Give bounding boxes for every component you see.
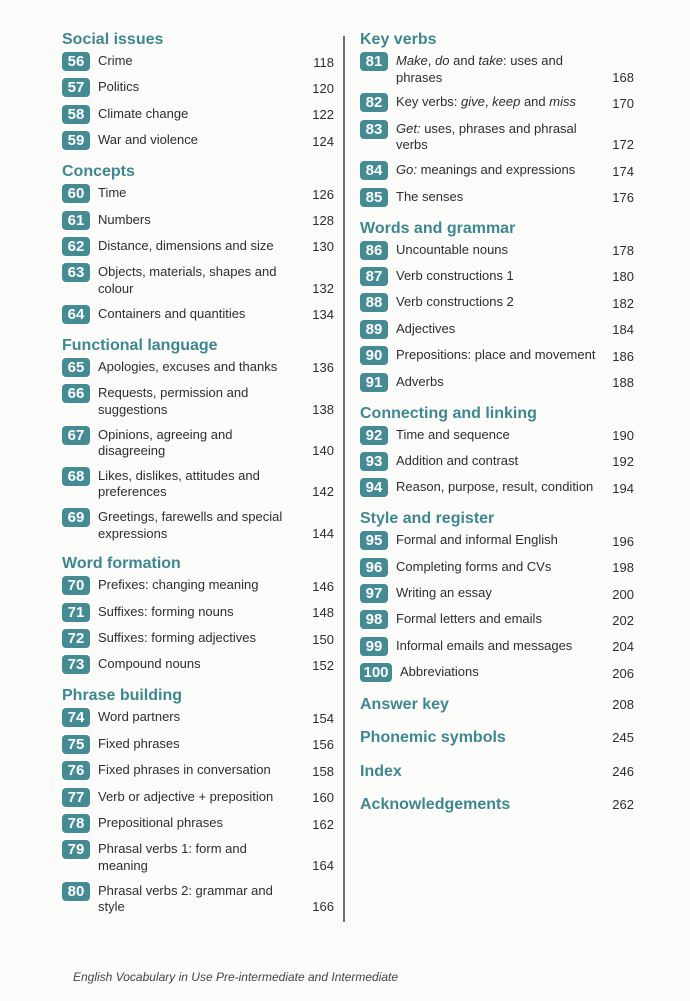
- contents-entry[interactable]: [62, 306, 334, 324]
- page-number: 162: [312, 816, 334, 832]
- contents-entry-index[interactable]: [360, 761, 634, 783]
- unit-title: [98, 762, 300, 779]
- contents-entry[interactable]: [62, 656, 334, 674]
- unit-title: [396, 453, 600, 470]
- unit-number-badge: 71: [62, 603, 90, 622]
- page-number: 206: [612, 665, 634, 681]
- unit-title-part: Key verbs:: [396, 94, 462, 110]
- section-heading: Connecting and linking: [360, 404, 537, 422]
- unit-number-badge: 96: [360, 558, 388, 577]
- page-number: 182: [612, 295, 634, 311]
- unit-title-part: Word partners: [98, 709, 181, 725]
- unit-title-part: Likes, dislikes, attitudes and preferences: [98, 467, 260, 500]
- unit-number-badge: 78: [62, 814, 90, 833]
- unit-title: [396, 532, 600, 549]
- unit-number-badge: 87: [360, 267, 388, 286]
- contents-entry[interactable]: [62, 385, 334, 418]
- unit-title: [98, 604, 300, 621]
- unit-number-badge: 73: [62, 655, 90, 674]
- unit-title: [396, 94, 600, 111]
- unit-title: [396, 479, 600, 496]
- page-number: 186: [612, 348, 634, 364]
- unit-number-badge: 68: [62, 467, 90, 486]
- unit-title-part: Reason, purpose, result, condition: [396, 479, 594, 495]
- unit-number-badge: 94: [360, 478, 388, 497]
- contents-entry[interactable]: [360, 294, 634, 312]
- unit-title: [396, 427, 600, 444]
- unit-title-part: Informal emails and messages: [396, 637, 573, 653]
- unit-title-part: Get:: [396, 120, 421, 136]
- entry-label: Index: [360, 762, 402, 780]
- unit-title: [98, 264, 300, 297]
- page-number: 154: [312, 710, 334, 726]
- unit-title: [98, 106, 300, 123]
- unit-title: [98, 306, 300, 323]
- unit-title-part: Verb constructions 1: [396, 267, 514, 283]
- unit-title: [98, 238, 300, 255]
- unit-title-part: Formal and informal English: [396, 532, 558, 548]
- unit-title-part: The senses: [396, 188, 464, 204]
- page-number: 192: [612, 454, 634, 470]
- unit-title-part: Formal letters and emails: [396, 611, 542, 627]
- unit-title: [396, 638, 600, 655]
- page-number: 174: [612, 163, 634, 179]
- contents-entry[interactable]: [62, 359, 334, 377]
- unit-number-badge: 92: [360, 426, 388, 445]
- unit-title-part: miss: [549, 94, 576, 110]
- section-heading: Key verbs: [360, 31, 437, 48]
- entry-label: Phonemic symbols: [360, 729, 506, 747]
- unit-number-badge: 65: [62, 358, 90, 377]
- unit-number-badge: 86: [360, 241, 388, 260]
- unit-title: [98, 212, 300, 229]
- unit-title-part: Verb constructions 2: [396, 294, 514, 310]
- page-number: 178: [612, 243, 634, 259]
- contents-entry[interactable]: [62, 212, 334, 230]
- page-number: 118: [313, 54, 334, 70]
- unit-number-badge: 56: [62, 52, 90, 71]
- contents-entry[interactable]: [62, 577, 334, 595]
- unit-title: [396, 121, 600, 154]
- unit-number-badge: 95: [360, 531, 388, 550]
- page-number: 200: [612, 586, 634, 602]
- contents-column-left: [62, 29, 334, 924]
- contents-entry[interactable]: [62, 709, 334, 727]
- unit-title-part: Prepositions: place and movement: [396, 347, 596, 363]
- unit-number-badge: 99: [360, 637, 388, 656]
- unit-title-part: Apologies, excuses and thanks: [98, 358, 278, 374]
- page-number: 170: [612, 95, 634, 111]
- contents-entry[interactable]: [360, 162, 634, 180]
- unit-title-part: Politics: [98, 79, 140, 95]
- contents-entry[interactable]: [360, 453, 634, 471]
- unit-number-badge: 74: [62, 708, 90, 727]
- unit-number-badge: 80: [62, 882, 90, 901]
- contents-entry[interactable]: [360, 189, 634, 207]
- unit-title-part: Phrasal verbs 1: form and meaning: [98, 841, 247, 873]
- page-number: 130: [312, 239, 334, 255]
- section-heading: Word formation: [62, 555, 181, 573]
- unit-number-badge: 62: [62, 237, 90, 256]
- page-number: 190: [612, 428, 634, 444]
- contents-entry[interactable]: [62, 509, 334, 542]
- unit-title-part: uses, phrases and phrasal verbs: [396, 120, 577, 153]
- contents-entry-phonemic-symbols[interactable]: [360, 727, 634, 749]
- section-heading: Social issues: [62, 31, 164, 48]
- unit-title: [98, 736, 300, 753]
- page-number: 202: [612, 612, 634, 628]
- page-number: 196: [612, 533, 634, 549]
- page-number: 194: [612, 480, 634, 496]
- unit-number-badge: 67: [62, 426, 90, 445]
- page-number: 152: [312, 657, 334, 673]
- contents-entry[interactable]: [62, 238, 334, 256]
- page-number: 142: [312, 484, 334, 500]
- contents-entry[interactable]: [360, 242, 634, 260]
- unit-title: [98, 883, 300, 916]
- unit-title-part: Time and sequence: [396, 426, 510, 442]
- contents-entry[interactable]: [360, 374, 634, 392]
- unit-title-part: Writing an essay: [396, 585, 492, 601]
- unit-number-badge: 91: [360, 373, 388, 392]
- unit-title-part: Distance, dimensions and size: [98, 237, 274, 253]
- contents-entry[interactable]: [62, 468, 334, 501]
- page-footer: English Vocabulary in Use Pre-intermediate and Intermediate: [73, 970, 399, 984]
- contents-entry[interactable]: [62, 604, 334, 622]
- contents-entry[interactable]: [360, 559, 634, 577]
- entry-label: Acknowledgements: [360, 796, 511, 814]
- unit-number-badge: 83: [360, 120, 388, 139]
- unit-title-part: meanings and expressions: [416, 162, 576, 178]
- section-heading: Phrase building: [62, 687, 183, 705]
- unit-number-badge: 85: [360, 188, 388, 207]
- contents-entry[interactable]: [360, 479, 634, 497]
- unit-number-badge: 75: [62, 735, 90, 754]
- unit-title: [98, 79, 300, 96]
- unit-title: [98, 656, 300, 673]
- unit-title-part: Adverbs: [396, 373, 444, 389]
- unit-title: [396, 374, 600, 391]
- unit-number-badge: 72: [62, 629, 90, 648]
- contents-entry[interactable]: [360, 94, 634, 112]
- section-heading: Functional language: [62, 336, 218, 354]
- unit-title: [396, 611, 600, 628]
- page-number: 136: [312, 360, 334, 376]
- unit-title-part: take: [478, 53, 503, 68]
- contents-entry[interactable]: [62, 630, 334, 648]
- unit-title-part: Verb or adjective + preposition: [98, 788, 274, 804]
- unit-title-part: Suffixes: forming nouns: [98, 603, 234, 619]
- unit-title: [98, 709, 300, 726]
- unit-title: [98, 789, 300, 806]
- unit-number-badge: 81: [360, 52, 388, 71]
- unit-title-part: and: [520, 94, 550, 110]
- contents-entry[interactable]: [62, 79, 334, 97]
- unit-title-part: Prefixes: changing meaning: [98, 577, 259, 593]
- column-divider: [343, 36, 345, 922]
- contents-entry[interactable]: [62, 427, 334, 460]
- unit-number-badge: 70: [62, 576, 90, 595]
- unit-number-badge: 93: [360, 452, 388, 471]
- unit-number-badge: 100: [360, 663, 392, 682]
- unit-title: [98, 427, 300, 460]
- unit-title-part: do: [435, 53, 450, 68]
- unit-number-badge: 79: [62, 840, 90, 859]
- unit-title: [396, 347, 600, 364]
- unit-title-part: Addition and contrast: [396, 452, 519, 468]
- page-number: 138: [312, 401, 334, 417]
- contents-entry[interactable]: [360, 638, 634, 656]
- unit-number-badge: 63: [62, 263, 90, 282]
- section-heading: Concepts: [62, 163, 135, 181]
- page-number: 122: [312, 107, 334, 123]
- unit-title-part: Abbreviations: [400, 664, 479, 680]
- page-number: 156: [312, 737, 334, 753]
- page-number: 246: [612, 763, 634, 779]
- unit-title: [98, 385, 300, 418]
- contents-entry[interactable]: [360, 532, 634, 550]
- contents-entry-acknowledgements[interactable]: [360, 794, 634, 816]
- unit-title-part: Time: [98, 185, 127, 201]
- contents-entry[interactable]: [62, 736, 334, 754]
- page-number: 262: [612, 797, 634, 813]
- unit-number-badge: 64: [62, 305, 90, 324]
- page-number: 160: [312, 790, 334, 806]
- unit-title-part: Opinions, agreeing and disagreeing: [98, 426, 233, 459]
- page-number: 198: [612, 560, 634, 576]
- contents-entry[interactable]: [62, 264, 334, 297]
- unit-title-part: Numbers: [98, 211, 151, 227]
- unit-title-part: Adjectives: [396, 320, 456, 336]
- unit-title: [396, 585, 600, 602]
- contents-entry[interactable]: [62, 815, 334, 833]
- unit-title: [396, 242, 600, 259]
- page-number: 172: [612, 137, 634, 153]
- unit-title: [98, 359, 300, 376]
- contents-entry[interactable]: [62, 53, 334, 71]
- page-number: 128: [312, 213, 334, 229]
- unit-title: [98, 577, 300, 594]
- unit-title: [98, 53, 300, 70]
- unit-title-part: Prepositional phrases: [98, 815, 224, 831]
- unit-number-badge: 98: [360, 610, 388, 629]
- unit-title-part: Crime: [98, 53, 133, 68]
- unit-title: [98, 841, 300, 874]
- page-number: 124: [312, 133, 334, 149]
- contents-entry[interactable]: [62, 762, 334, 780]
- unit-number-badge: 66: [62, 384, 90, 403]
- contents-entry[interactable]: [360, 321, 634, 339]
- contents-entry[interactable]: [360, 53, 634, 86]
- unit-title: [98, 132, 300, 149]
- unit-title: [396, 189, 600, 206]
- section-heading: Style and register: [360, 510, 495, 528]
- unit-number-badge: 61: [62, 211, 90, 230]
- contents-entry[interactable]: [360, 121, 634, 154]
- entry-label: Answer key: [360, 695, 449, 713]
- unit-title: [396, 559, 600, 576]
- page-number: 188: [612, 375, 634, 391]
- unit-title: [98, 185, 300, 202]
- unit-number-badge: 84: [360, 161, 388, 180]
- unit-title: [396, 321, 600, 338]
- unit-title-part: Fixed phrases: [98, 735, 180, 751]
- section-heading: Words and grammar: [360, 219, 516, 237]
- unit-title: [98, 815, 300, 832]
- contents-column-right: [360, 29, 634, 816]
- contents-entry[interactable]: [62, 841, 334, 874]
- contents-entry[interactable]: [360, 268, 634, 286]
- contents-entry-answer-key[interactable]: [360, 694, 634, 716]
- contents-entry[interactable]: [360, 664, 634, 682]
- page-number: 144: [312, 525, 334, 541]
- unit-title-part: ,: [427, 53, 436, 68]
- unit-number-badge: 82: [360, 93, 388, 112]
- unit-title-part: : uses and phrases: [396, 53, 563, 85]
- unit-title-part: Completing forms and CVs: [396, 558, 552, 574]
- contents-entry[interactable]: [360, 611, 634, 629]
- contents-entry[interactable]: [62, 132, 334, 150]
- contents-entry[interactable]: [360, 427, 634, 445]
- unit-title-part: Phrasal verbs 2: grammar and style: [98, 882, 273, 915]
- unit-title: [396, 162, 600, 179]
- unit-title-part: ,: [484, 94, 493, 110]
- unit-title: [396, 294, 600, 311]
- unit-title-part: and: [449, 53, 479, 68]
- contents-entry[interactable]: [360, 347, 634, 365]
- unit-title-part: Containers and quantities: [98, 305, 246, 321]
- unit-title: [396, 53, 600, 86]
- page-number: 164: [312, 857, 334, 873]
- page-number: 166: [312, 899, 334, 915]
- page-number: 168: [612, 69, 634, 85]
- unit-title-part: Climate change: [98, 105, 189, 121]
- unit-title-part: Suffixes: forming adjectives: [98, 630, 256, 646]
- page-number: 146: [312, 578, 334, 594]
- unit-title: [98, 468, 300, 501]
- unit-number-badge: 76: [62, 761, 90, 780]
- page-number: 120: [312, 80, 334, 96]
- unit-number-badge: 58: [62, 105, 90, 124]
- unit-title-part: Make: [396, 53, 428, 68]
- page-number: 150: [312, 631, 334, 647]
- page-number: 140: [312, 443, 334, 459]
- page-number: 158: [312, 763, 334, 779]
- contents-entry[interactable]: [62, 185, 334, 203]
- unit-title: [396, 268, 600, 285]
- page-number: 132: [312, 280, 334, 296]
- unit-title: [400, 664, 600, 681]
- page-number: 208: [612, 696, 634, 712]
- unit-number-badge: 57: [62, 78, 90, 97]
- unit-title-part: Fixed phrases in conversation: [98, 762, 271, 778]
- page-number: 148: [312, 605, 334, 621]
- unit-number-badge: 89: [360, 320, 388, 339]
- unit-title-part: Greetings, farewells and special expressions: [98, 509, 283, 541]
- contents-entry[interactable]: [62, 883, 334, 916]
- unit-title-part: Requests, permission and suggestions: [98, 385, 249, 417]
- page-number: 126: [312, 186, 334, 202]
- contents-entry[interactable]: [360, 585, 634, 603]
- unit-number-badge: 77: [62, 788, 90, 807]
- contents-entry[interactable]: [62, 789, 334, 807]
- unit-title-part: Uncountable nouns: [396, 241, 509, 257]
- unit-number-badge: 90: [360, 346, 388, 365]
- unit-title-part: Objects, materials, shapes and colour: [98, 264, 277, 296]
- unit-number-badge: 69: [62, 508, 90, 527]
- unit-title-part: give: [461, 94, 485, 110]
- page-number: 245: [612, 730, 634, 746]
- unit-number-badge: 88: [360, 293, 388, 312]
- unit-title-part: Compound nouns: [98, 656, 201, 672]
- unit-title: [98, 509, 300, 542]
- unit-number-badge: 97: [360, 584, 388, 603]
- page-number: 134: [312, 307, 334, 323]
- page-number: 180: [612, 269, 634, 285]
- unit-title-part: Go:: [396, 162, 417, 178]
- page-number: 184: [612, 322, 634, 338]
- unit-number-badge: 59: [62, 131, 90, 150]
- page-number: 176: [612, 190, 634, 206]
- unit-title-part: keep: [492, 94, 521, 110]
- page-number: 204: [612, 639, 634, 655]
- unit-number-badge: 60: [62, 184, 90, 203]
- unit-title: [98, 630, 300, 647]
- unit-title-part: War and violence: [98, 132, 198, 148]
- contents-entry[interactable]: [62, 106, 334, 124]
